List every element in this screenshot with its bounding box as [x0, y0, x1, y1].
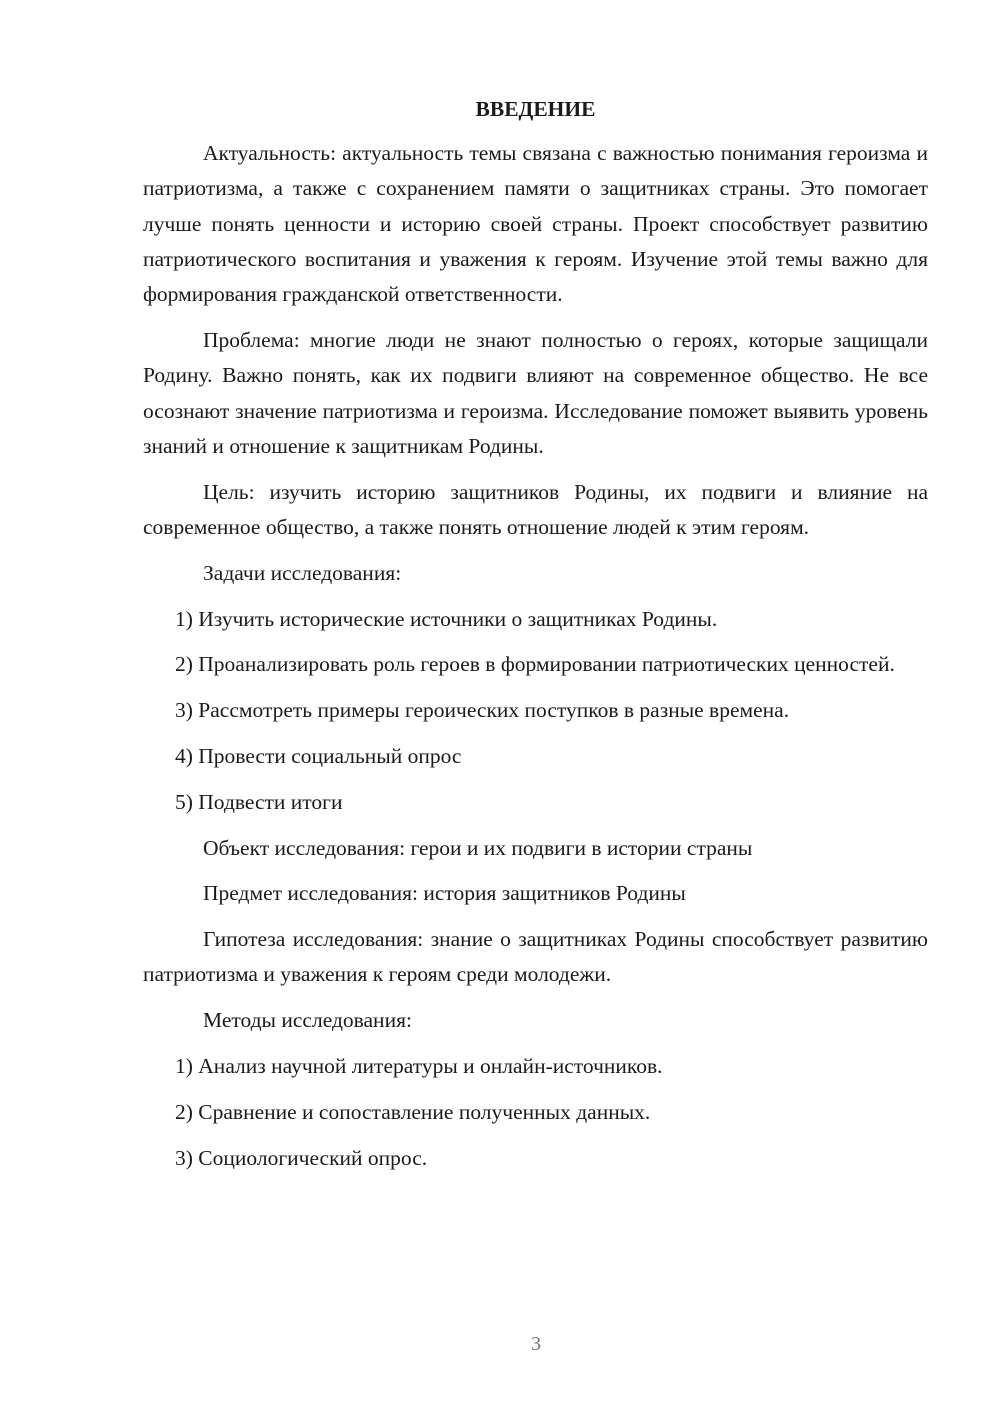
method-item: 1) Анализ научной литературы и онлайн-источников. [175, 1054, 663, 1079]
research-subject: Предмет исследования: история защитников Родины [203, 881, 686, 906]
task-item: 1) Изучить исторические источники о защитниках Родины. [175, 606, 718, 631]
task-item: 3) Рассмотреть примеры героических поступков в разные времена. [175, 698, 790, 723]
task-item: 2) Проанализировать роль героев в формировании патриотических ценностей. [175, 652, 895, 677]
research-object: Объект исследования: герои и их подвиги в истории страны [203, 835, 753, 860]
problem-paragraph: Проблема: многие люди не знают полностью о героях, которые защищали Родину. Важно понять, как их подвиги влияют на современное общество. Не все осознают значение патриотизма и героизма. Исследование поможет выявить уровень знаний и отношение к защитникам Родины. [143, 327, 928, 458]
task-item: 5) Подвести итоги [175, 789, 343, 814]
hypothesis-paragraph: Гипотеза исследования: знание о защитниках Родины способствует развитию патриотизма и уважения к героям среди молодежи. [143, 927, 928, 987]
methods-heading: Методы исследования: [203, 1008, 412, 1033]
method-item: 2) Сравнение и сопоставление полученных данных. [175, 1099, 651, 1124]
tasks-heading: Задачи исследования: [203, 560, 402, 585]
page-title: ВВЕДЕНИЕ [475, 97, 596, 121]
method-item: 3) Социологический опрос. [175, 1145, 428, 1170]
page-content [143, 92, 928, 1186]
relevance-paragraph: Актуальность: актуальность темы связана с важностью понимания героизма и патриотизма, а также с сохранением памяти о защитниках страны. Это помогает лучше понять ценности и историю своей страны. Проект способствует развитию патриотического воспитания и уважения к героям. Изучение этой темы важно для формирования гражданской ответственности. [143, 141, 928, 307]
goal-paragraph: Цель: изучить историю защитников Родины, их подвиги и влияние на современное общество, а также понять отношение людей к этим героям. [143, 479, 928, 539]
page-number: 3 [531, 1333, 541, 1355]
task-item: 4) Провести социальный опрос [175, 743, 462, 768]
